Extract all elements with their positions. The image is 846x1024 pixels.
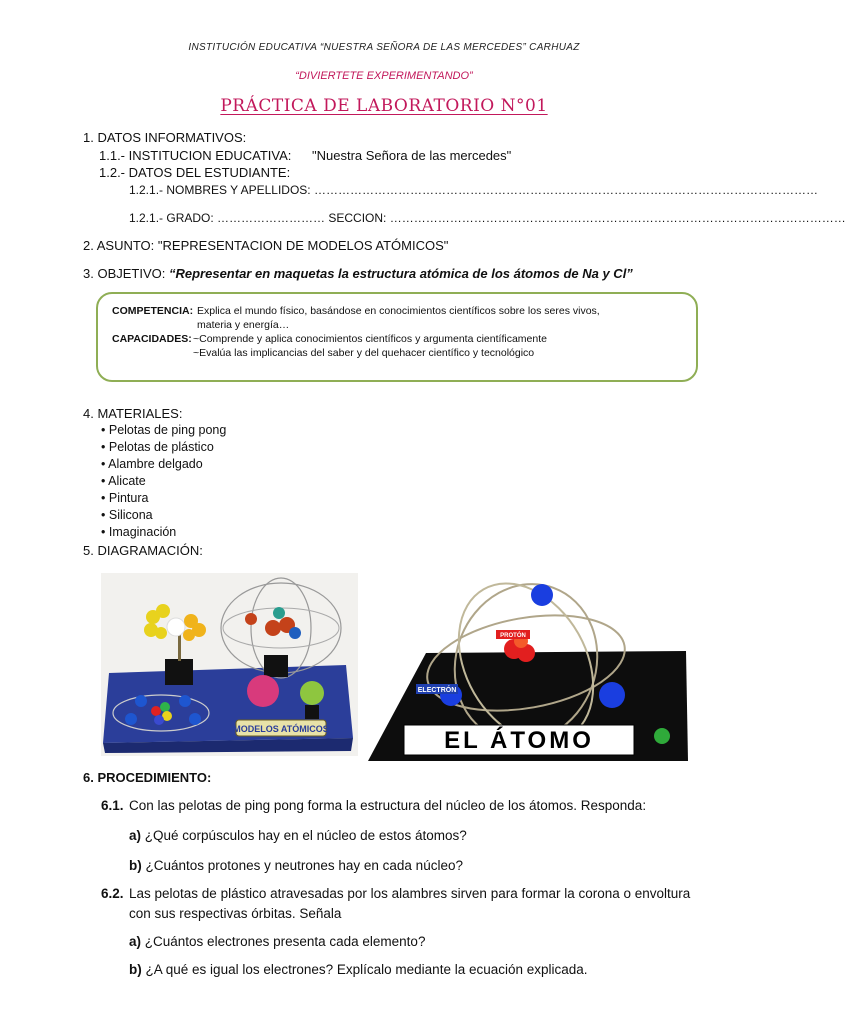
motto: “DIVIERTETE EXPERIMENTANDO”: [295, 70, 473, 82]
capacidades-label: CAPACIDADES:: [112, 333, 192, 345]
atomic-models-illustration: [101, 573, 358, 756]
step-text: Con las pelotas de ping pong forma la estructura del núcleo de los átomos. Responda:: [129, 798, 647, 813]
step-number: 6.2.: [101, 886, 124, 901]
materiales-heading: 4. MATERIALES:: [83, 406, 183, 421]
diagramacion-heading: 5. DIAGRAMACIÓN:: [83, 543, 203, 558]
asunto-line: [83, 238, 448, 253]
institution-header: INSTITUCIÓN EDUCATIVA “NUESTRA SEÑORA DE LAS MERCEDES” CARHUAZ: [188, 42, 580, 53]
competencia-text-2: materia y energía…: [197, 319, 290, 331]
capacidades-text-1: ~Comprende y aplica conocimientos científicos y argumenta científicamente: [193, 333, 547, 345]
estudiante-label: 1.2.- DATOS DEL ESTUDIANTE:: [99, 165, 291, 180]
objetivo-line: [83, 266, 633, 281]
material-label: Alambre delgado: [108, 457, 203, 471]
procedimiento-heading: 6. PROCEDIMIENTO:: [83, 770, 212, 785]
list-item: • Alambre delgado: [101, 457, 203, 471]
list-item: • Silicona: [101, 508, 153, 522]
question-text: ¿Cuántos protones y neutrones hay en cada núcleo?: [145, 858, 463, 873]
step-6-1: [101, 798, 646, 813]
list-item: • Imaginación: [101, 525, 177, 539]
datos-heading: 1. DATOS INFORMATIVOS:: [83, 130, 247, 145]
material-label: Pelotas de plástico: [108, 440, 214, 454]
institucion-label: 1.1.- INSTITUCION EDUCATIVA:: [99, 148, 292, 163]
step-number: 6.1.: [101, 798, 124, 813]
atomic-models-photo: [101, 573, 358, 756]
step-text: Las pelotas de plástico atravesadas por los alambres sirven para formar la corona o envoltura: [129, 886, 691, 901]
material-label: Pintura: [108, 491, 149, 505]
competencia-label: COMPETENCIA:: [112, 305, 194, 317]
material-label: Alicate: [108, 474, 146, 488]
material-label: Imaginación: [108, 525, 177, 539]
competencia-text-1: Explica el mundo físico, basándose en conocimientos científicos sobre los seres vivos,: [197, 305, 600, 317]
list-item: • Pintura: [101, 491, 149, 505]
capacidades-text-2: ~Evalúa las implicancias del saber y del quehacer científico y tecnológico: [193, 347, 535, 359]
question-6-1-a: [129, 828, 467, 843]
step-6-2-continued: con sus respectivas órbitas. Señala: [129, 906, 342, 921]
grado-seccion-field[interactable]: 1.2.1.- GRADO: ……………………… SECCION: ……………………………………………………………………………………………………: [129, 211, 846, 225]
question-6-2-b: [129, 962, 588, 977]
question-letter: a): [129, 934, 142, 949]
question-text: ¿A qué es igual los electrones? Explícalo mediante la ecuación explicada.: [145, 962, 588, 977]
question-6-2-a: [129, 934, 425, 949]
models-sign-label: MODELOS ATÓMICOS: [233, 724, 329, 734]
proton-label: PROTÓN: [500, 633, 526, 639]
material-label: Silicona: [108, 508, 153, 522]
electron-label: ELECTRÓN: [417, 687, 457, 694]
question-letter: b): [129, 962, 142, 977]
el-atomo-illustration: [366, 573, 690, 763]
material-label: Pelotas de ping pong: [108, 423, 227, 437]
asunto-label: 2. ASUNTO:: [83, 238, 155, 253]
list-item: • Alicate: [101, 474, 146, 488]
question-6-1-b: [129, 858, 463, 873]
institucion-value: "Nuestra Señora de las mercedes": [312, 148, 512, 163]
question-letter: b): [129, 858, 142, 873]
page-title: PRÁCTICA DE LABORATORIO N°01: [220, 96, 548, 116]
el-atomo-photo: [366, 573, 690, 763]
el-atomo-sign: EL ÁTOMO: [444, 727, 594, 754]
asunto-value: "REPRESENTACION DE MODELOS ATÓMICOS": [157, 238, 449, 253]
list-item: • Pelotas de ping pong: [101, 423, 227, 437]
question-letter: a): [129, 828, 142, 843]
list-item: • Pelotas de plástico: [101, 440, 214, 454]
objetivo-label: 3. OBJETIVO:: [83, 266, 166, 281]
nombres-field[interactable]: 1.2.1.- NOMBRES Y APELLIDOS: ………………………………………………………………………………………………………………: [129, 183, 818, 197]
objetivo-value: “Representar en maquetas la estructura atómica de los átomos de Na y Cl”: [168, 266, 633, 281]
question-text: ¿Cuántos electrones presenta cada elemento?: [144, 934, 426, 949]
question-text: ¿Qué corpúsculos hay en el núcleo de estos átomos?: [144, 828, 467, 843]
step-6-2: [101, 886, 690, 901]
